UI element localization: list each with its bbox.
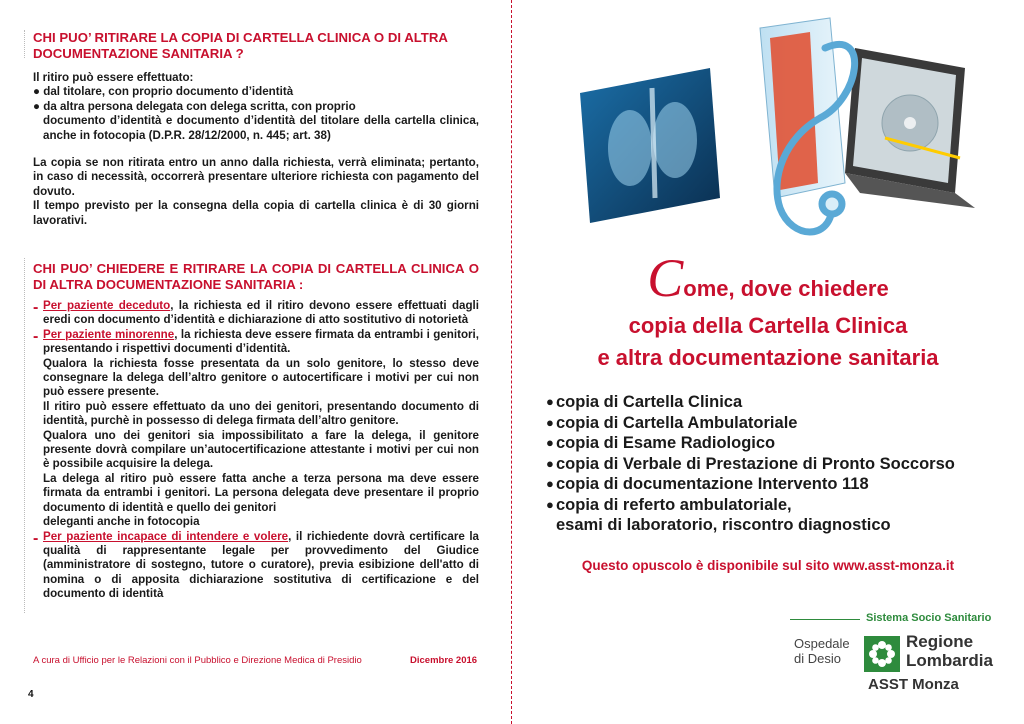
item-label: Per paziente deceduto: [43, 299, 171, 312]
logo-hospital: Ospedale di Desio: [794, 636, 850, 666]
footer-date: Dicembre 2016: [410, 655, 478, 666]
document-list: [546, 392, 996, 536]
logo-asst: ASST Monza: [868, 676, 959, 693]
title-line: copia della Cartella Clinica: [628, 313, 908, 338]
xray-icon: [580, 68, 720, 223]
title-initial: C: [647, 248, 684, 308]
paragraph: Qualora uno dei genitori sia impossibilitato a fare la delega, il genitore presente dovrà compilare un’autocertificazione attestante i motivi per cui non è possibile acquisire la delega.: [43, 428, 479, 471]
asst-logo: [790, 610, 1000, 705]
item-label: Per paziente minorenne: [43, 327, 175, 341]
paragraph: La copia se non ritirata entro un anno dalla richiesta, verrà eliminata; pertanto, in caso di necessità, occorrerà presentare ulteriore richiesta con pagamento del dovuto.: [33, 156, 479, 198]
list-item: - Per paziente deceduto, la richiesta ed il ritiro devono essere effettuati dagli eredi con documento d’identità e dichiarazione di atto sostitutivo di notorietà: [33, 299, 479, 327]
list-item-continuation: esami di laboratorio, riscontro diagnostico: [556, 516, 891, 534]
list-item: ● copia di Verbale di Prestazione di Pronto Soccorso: [546, 454, 955, 473]
list-item: ● copia di Cartella Clinica: [546, 393, 743, 411]
title-line: e altra documentazione sanitaria: [597, 345, 939, 370]
item-label: Per paziente incapace di intendere e volere: [43, 529, 289, 543]
list-item: ● copia di referto ambulatoriale,: [546, 495, 792, 514]
section-title: CHI PUO’ CHIEDERE E RITIRARE LA COPIA DI CARTELLA CLINICA O DI ALTRA DOCUMENTAZIONE SANITARIA :: [33, 261, 479, 292]
medical-illustration: [570, 8, 990, 248]
intro-text: Il ritiro può essere effettuato:: [33, 71, 194, 84]
paragraph: La delega al ritiro può essere fatta anche a terza persona ma deve essere firmata da entrambi i genitori. La persona delegata deve presentare il proprio documento di identità e quello dei genitori: [43, 471, 479, 514]
list-item: - Per paziente incapace di intendere e volere, il richiedente dovrà certificare la qualità di rappresentante legale per provvedimento del Giudice (amministratore di sostegno, tutore o curatore), previa esibizione dell'atto di nomina o di apposita dichiarazione sostitutiva di certificazione e del documento di identità: [33, 529, 479, 601]
list-item: - Per paziente minorenne, la richiesta deve essere firmata da entrambi i genitori, presentando i rispettivi documenti d’identità. Qualora la richiesta fosse presentata da un solo genitore, lo stesso deve consegnare la delega dell’altro genitore o autocertificare i motivi per cui non può essere presente. Il ritiro può essere effettuato da uno dei genitori, presentando documento di identità, purchè in possesso di delega firmata dell’altro genitore. Qualora uno dei genitori sia impossibilitato a fare la delega, il genitore presente dovrà compilare un’autocertificazione attestante i motivi per cui non è possibile acquisire la delega. La delega al ritiro può essere fatta anche a terza persona ma deve essere firmata da entrambi i genitori. La persona delegata deve presentare il proprio documento di identità e quello dei genitori deleganti anche in fotocopia: [33, 327, 479, 529]
paragraph: Il tempo previsto per la consegna della copia di cartella clinica è di 30 giorni lavorativi.: [33, 199, 479, 227]
footer-credits: A cura di Ufficio per le Relazioni con il Pubblico e Direzione Medica di Presidio: [33, 655, 362, 666]
availability-note: Questo opuscolo è disponibile sul sito www.asst-monza.it: [581, 558, 955, 573]
section-ritiro: [33, 30, 479, 228]
lombardia-rose-icon: [864, 636, 900, 672]
section-chiedere: [33, 261, 479, 602]
title-line: ome, dove chiedere: [683, 276, 889, 301]
logo-system: Sistema Socio Sanitario: [866, 612, 992, 624]
laptop-icon: [845, 48, 975, 208]
margin-rule: [24, 258, 25, 613]
brochure-title: [512, 248, 1024, 374]
paragraph: deleganti anche in fotocopia: [43, 515, 200, 529]
list-item: ● copia di Cartella Ambulatoriale: [546, 413, 798, 432]
list-item: ● copia di documentazione Intervento 118: [546, 475, 869, 493]
page-number: 4: [28, 689, 34, 700]
logo-region: Regione Lombardia: [906, 632, 993, 670]
logo-rule: [790, 619, 860, 620]
bullet-continuation: documento d’identità e documento d’identità del titolare della cartella clinica, anche in fotocopia (D.P.R. 28/12/2000, n. 445; art. 38): [43, 114, 479, 142]
section-title: CHI PUO’ RITIRARE LA COPIA DI CARTELLA CLINICA O DI ALTRA DOCUMENTAZIONE SANITARIA ?: [33, 30, 448, 61]
margin-rule: [24, 30, 25, 58]
paragraph: Il ritiro può essere effettuato da uno dei genitori, presentando documento di identità, purchè in possesso di delega firmata dell’altro genitore.: [43, 399, 479, 428]
list-item: ● copia di Esame Radiologico: [546, 434, 776, 452]
bullet-item: ● da altra persona delegata con delega scritta, con proprio: [33, 99, 356, 113]
paragraph: Qualora la richiesta fosse presentata da un solo genitore, lo stesso deve consegnare la delega dell’altro genitore o autocertificare i motivi per cui non può essere presente.: [43, 356, 479, 399]
bullet-item: ● dal titolare, con proprio documento d’identità: [33, 85, 294, 99]
